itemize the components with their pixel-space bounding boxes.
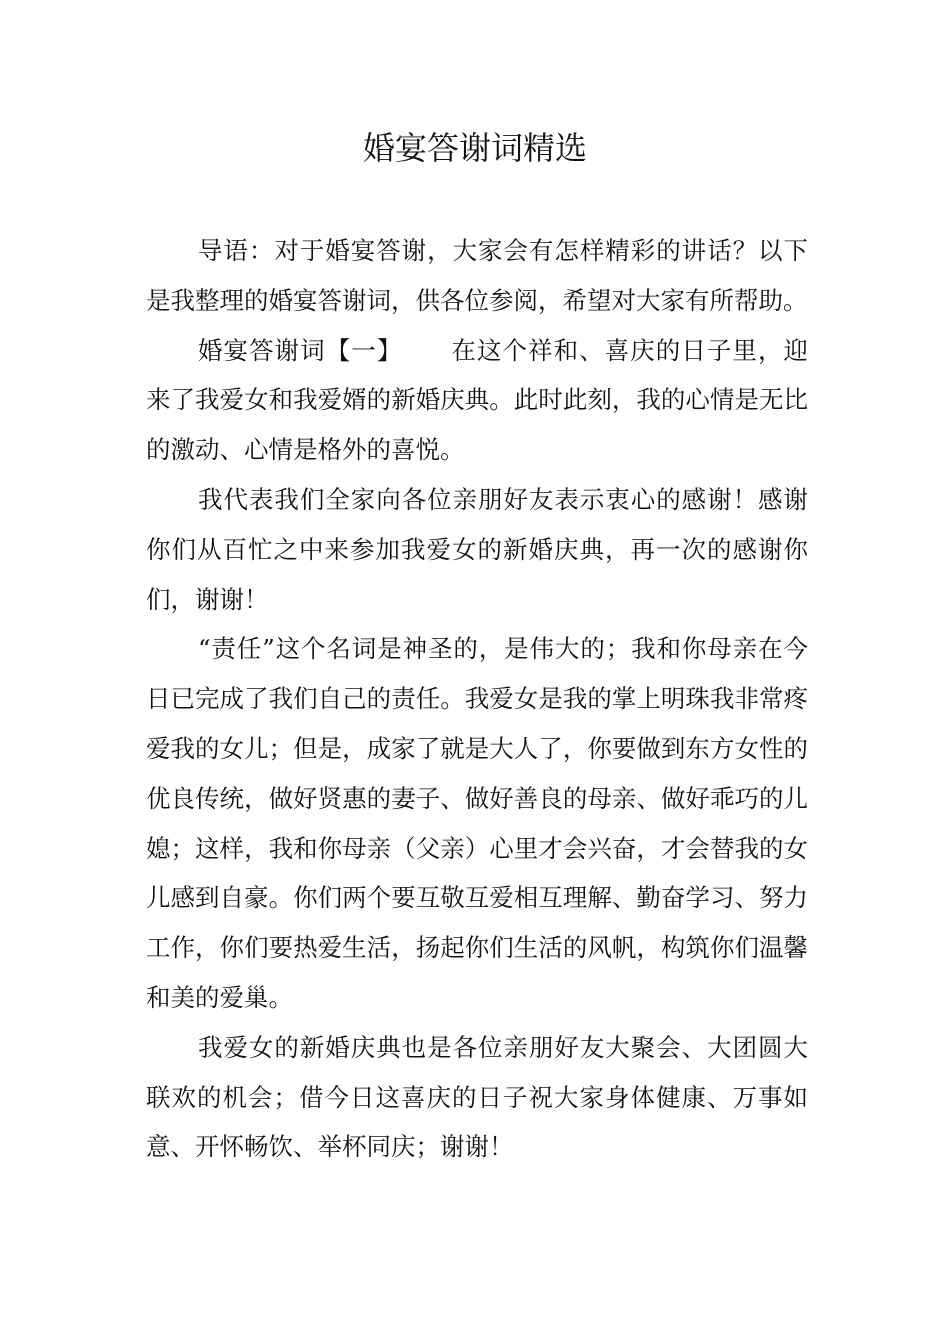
speech-one-heading: 婚宴答谢词【一】 bbox=[198, 335, 403, 365]
thanks-paragraph: 我代表我们全家向各位亲朋好友表示衷心的感谢！感谢你们从百忙之中来参加我爱女的新婚庆典，再一次的感谢你们，谢谢！ bbox=[146, 484, 808, 614]
document-title: 婚宴答谢词精选 bbox=[362, 129, 587, 167]
document-body bbox=[146, 226, 808, 1172]
closing-paragraph: 我爱女的新婚庆典也是各位亲朋好友大聚会、大团圆大联欢的机会；借今日这喜庆的日子祝大家身体健康、万事如意、开怀畅饮、举杯同庆；谢谢！ bbox=[146, 1032, 808, 1162]
intro-paragraph: 导语：对于婚宴答谢，大家会有怎样精彩的讲话？以下是我整理的婚宴答谢词，供各位参阅，希望对大家有所帮助。 bbox=[146, 236, 808, 315]
speech-one-paragraph bbox=[146, 326, 808, 475]
responsibility-paragraph: “责任”这个名词是神圣的，是伟大的；我和你母亲在今日已完成了我们自己的责任。我爱女是我的掌上明珠我非常疼爱我的女儿；但是，成家了就是大人了，你要做到东方女性的优良传统，做好贤惠的妻子、做好善良的母亲、做好乖巧的儿媳；这样，我和你母亲（父亲）心里才会兴奋，才会替我的女儿感到自豪。你们两个要互敬互爱相互理解、勤奋学习、努力工作，你们要热爱生活，扬起你们生活的风帆，构筑你们温馨和美的爱巢。 bbox=[146, 634, 808, 1012]
speech-one-text: 在这个祥和、喜庆的日子里，迎来了我爱女和我爱婿的新婚庆典。此时此刻，我的心情是无比的激动、心情是格外的喜悦。 bbox=[146, 335, 809, 465]
